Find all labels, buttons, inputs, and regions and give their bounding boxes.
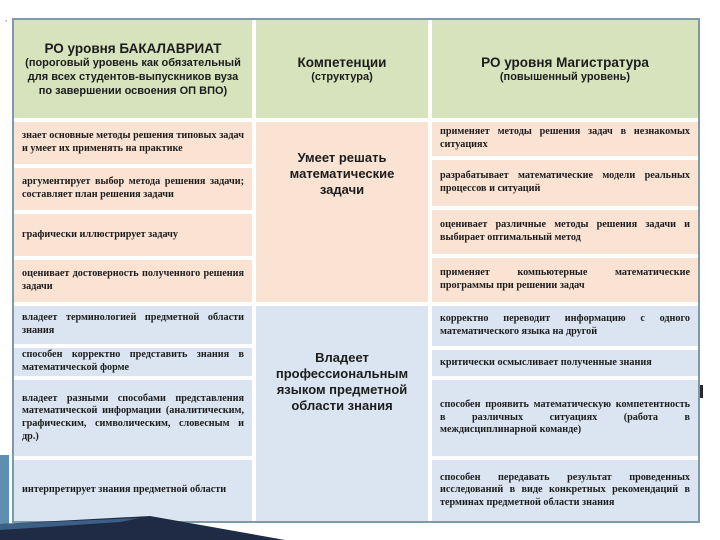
- bachelor-outcome-2: аргументирует выбор метода решения задачи; составляет план решения задачи: [12, 166, 254, 212]
- header-competences: [254, 18, 430, 120]
- header-master: [430, 18, 700, 120]
- header-competences-title: Компетенции: [297, 54, 387, 70]
- master-outcome-8: способен передавать результат проведенных исследований в виде конкретных рекомендаций в терминах предметной области знания: [430, 458, 700, 523]
- header-bachelor-title: РО уровня БАКАЛАВРИАТ: [44, 40, 222, 56]
- bachelor-outcome-5: владеет терминологией предметной области знания: [12, 304, 254, 346]
- bachelor-outcome-3: графически иллюстрирует задачу: [12, 212, 254, 258]
- bachelor-outcome-4: оценивает достоверность полученного решения задачи: [12, 258, 254, 304]
- page-mark: ,: [5, 14, 8, 23]
- header-master-subtitle: (повышенный уровень): [499, 70, 631, 83]
- master-outcome-4: применяет компьютерные математические программы при решении задач: [430, 256, 700, 304]
- master-outcome-3: оценивает различные методы решения задачи и выбирает оптимальный метод: [430, 208, 700, 256]
- header-competences-subtitle: (структура): [311, 70, 373, 83]
- master-outcome-1: применяет методы решения задач в незнакомых ситуациях: [430, 120, 700, 158]
- bachelor-outcome-1: знает основные методы решения типовых задач и умеет их применять на практике: [12, 120, 254, 166]
- competence-professional-language: Владеет профессиональным языком предметной области знания: [254, 304, 430, 523]
- header-master-title: РО уровня Магистратура: [481, 54, 649, 70]
- decorative-wedge: [0, 500, 290, 540]
- master-outcome-2: разрабатывает математические модели реальных процессов и ситуаций: [430, 158, 700, 208]
- bachelor-outcome-7: владеет разными способами представления математической информации (аналитическим, графическим, символическим, словесным и др.): [12, 378, 254, 458]
- master-outcome-5: корректно переводит информацию с одного математического языка на другой: [430, 304, 700, 348]
- master-outcome-7: способен проявить математическую компетентность в различных ситуациях (работа в междисциплинарной команде): [430, 378, 700, 458]
- text-cursor: [700, 385, 703, 398]
- competence-solve-problems: Умеет решать математические задачи: [254, 120, 430, 304]
- header-bachelor-subtitle: (пороговый уровень как обязательный для всех студентов-выпускников вуза по завершении освоения ОП ВПО): [25, 56, 241, 97]
- master-outcome-6: критически осмысливает полученные знания: [430, 348, 700, 378]
- header-bachelor: [12, 18, 254, 120]
- bachelor-outcome-8: интерпретирует знания предметной области: [12, 458, 254, 523]
- bachelor-outcome-6: способен корректно представить знания в математической форме: [12, 346, 254, 378]
